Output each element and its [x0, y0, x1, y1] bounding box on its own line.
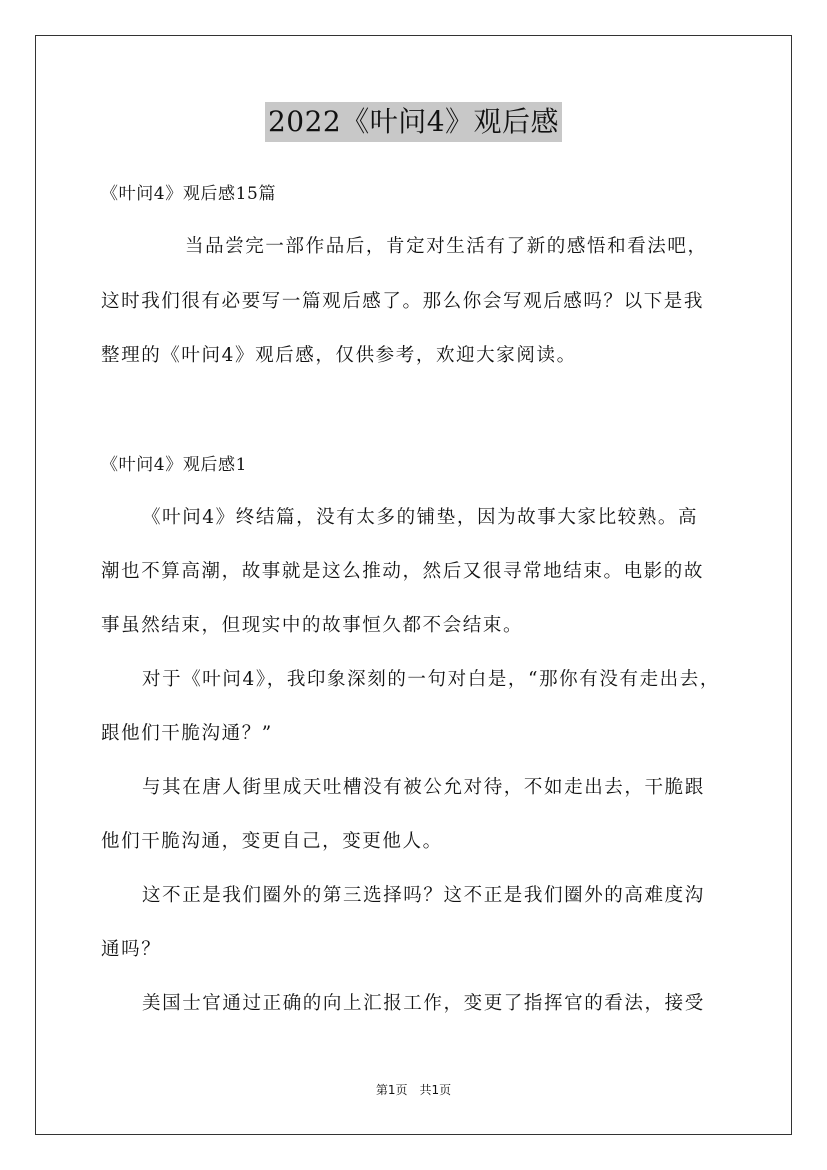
intro-line: 当品尝完一部作品后，肯定对生活有了新的感悟和看法吧，: [185, 236, 708, 257]
page-total: 共1页: [419, 1083, 452, 1097]
body-line: 事虽然结束，但现实中的故事恒久都不会结束。: [101, 615, 524, 636]
intro-line: 整理的《叶问4》观后感，仅供参考，欢迎大家阅读。: [101, 345, 577, 366]
body-line: 通吗？: [101, 939, 162, 960]
section-heading: 《叶问4》观后感1: [101, 455, 248, 475]
page-number: 第1页: [375, 1083, 408, 1097]
body-line: 美国士官通过正确的向上汇报工作，变更了指挥官的看法，接受: [142, 993, 705, 1014]
page-footer: [0, 1081, 827, 1099]
document-title: 2022《叶问4》观后感: [265, 102, 562, 142]
document-subtitle: 《叶问4》观后感15篇: [101, 184, 277, 204]
body-line: 《叶问4》终结篇，没有太多的铺垫，因为故事大家比较熟。高: [142, 507, 699, 528]
body-line: 潮也不算高潮，故事就是这么推动，然后又很寻常地结束。电影的故: [101, 561, 705, 582]
body-line: 他们干脆沟通，变更自己，变更他人。: [101, 831, 443, 852]
body-line: 对于《叶问4》，我印象深刻的一句对白是，“那你有没有走出去，: [142, 669, 720, 690]
body-line: 与其在唐人街里成天吐槽没有被公允对待，不如走出去，干脆跟: [142, 777, 705, 798]
body-line: 这不正是我们圈外的第三选择吗？这不正是我们圈外的高难度沟: [142, 885, 705, 906]
body-line: 跟他们干脆沟通？”: [101, 723, 273, 744]
intro-line: 这时我们很有必要写一篇观后感了。那么你会写观后感吗？以下是我: [101, 291, 705, 312]
title-container: [0, 102, 827, 142]
